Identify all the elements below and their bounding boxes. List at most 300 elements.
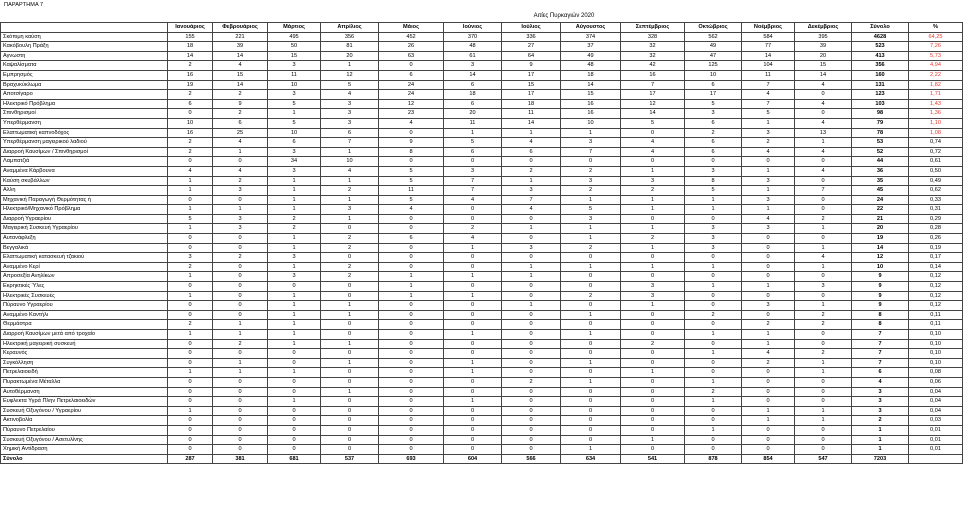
month-cell: 4 [795,99,852,109]
month-cell: 0 [742,234,795,244]
month-cell: 0 [621,425,685,435]
total-cell: 7 [852,330,909,340]
month-cell: 1 [502,262,561,272]
month-cell: 0 [685,320,742,330]
month-cell: 1 [742,118,795,128]
month-cell: 1 [561,377,621,387]
month-cell: 0 [168,301,213,311]
month-cell: 2 [168,262,213,272]
month-cell: 1 [561,224,621,234]
percent-cell: 0,04 [909,406,963,416]
month-cell: 3 [561,214,621,224]
percent-cell: 0,74 [909,138,963,148]
month-cell: 0 [685,291,742,301]
month-cell: 0 [685,157,742,167]
month-cell: 2 [268,224,321,234]
table-row [1,166,963,176]
month-cell: 0 [561,397,621,407]
total-cell: 9 [852,282,909,292]
total-cell: 8 [852,320,909,330]
month-cell: 1 [213,147,268,157]
month-cell: 0 [444,301,502,311]
table-row [1,205,963,215]
month-cell: 26 [379,42,444,52]
month-cell: 1 [685,397,742,407]
month-cell: 24 [379,80,444,90]
month-cell: 2 [621,339,685,349]
month-cell: 0 [621,320,685,330]
month-cell: 2 [321,243,379,253]
month-cell: 2 [213,339,268,349]
month-cell: 0 [795,291,852,301]
percent-cell: 0,01 [909,425,963,435]
percent-cell: 0,19 [909,243,963,253]
month-cell: 6 [444,147,502,157]
total-cell: 12 [852,253,909,263]
column-header: Δεκέμβριος [795,23,852,33]
month-cell: 0 [561,416,621,426]
month-cell: 0 [379,349,444,359]
month-cell: 2 [168,138,213,148]
cause-cell: Ελαττωματική κατασκευή τζακιού [1,253,168,263]
month-cell: 1 [742,166,795,176]
month-cell: 4 [795,166,852,176]
total-cell: 356 [852,61,909,71]
percent-cell: 0,04 [909,397,963,407]
table-row [1,118,963,128]
month-cell: 2 [561,243,621,253]
month-cell: 16 [168,128,213,138]
table-row [1,262,963,272]
month-cell: 0 [561,272,621,282]
month-cell: 3 [742,176,795,186]
month-cell: 0 [444,205,502,215]
month-cell: 14 [168,51,213,61]
month-cell: 1 [621,262,685,272]
table-row [1,32,963,42]
percent-cell: 0,72 [909,147,963,157]
month-cell: 0 [502,234,561,244]
total-cell: 1 [852,435,909,445]
month-cell: 0 [379,262,444,272]
month-cell: 3 [502,243,561,253]
month-cell: 1 [268,195,321,205]
cause-cell: Ακτινοβολία [1,416,168,426]
month-cell: 0 [444,339,502,349]
month-cell: 0 [268,406,321,416]
month-cell: 6 [685,80,742,90]
percent-cell: 0,06 [909,377,963,387]
month-cell: 1 [561,445,621,455]
month-cell: 495 [268,32,321,42]
month-cell: 0 [795,90,852,100]
month-cell: 1 [168,291,213,301]
month-cell: 10 [168,118,213,128]
month-cell: 0 [795,397,852,407]
column-header: % [909,23,963,33]
month-cell: 0 [795,445,852,455]
cause-cell: Συσκευή Οξυγόνου / Ασετυλίνης [1,435,168,445]
month-cell: 2 [795,349,852,359]
month-cell: 3 [742,128,795,138]
month-cell: 1 [502,301,561,311]
column-header: Νοέμβριος [742,23,795,33]
month-cell: 1 [268,291,321,301]
sum-month-cell: 634 [561,454,621,464]
column-header: Σύνολο [852,23,909,33]
month-cell: 1 [685,425,742,435]
percent-cell: 0,17 [909,253,963,263]
month-cell: 0 [795,195,852,205]
table-row [1,358,963,368]
month-cell: 1 [561,195,621,205]
month-cell: 4 [795,147,852,157]
month-cell: 1 [213,368,268,378]
month-cell: 20 [321,51,379,61]
month-cell: 0 [321,406,379,416]
month-cell: 0 [742,310,795,320]
month-cell: 1 [321,195,379,205]
month-cell: 0 [685,339,742,349]
month-cell: 155 [168,32,213,42]
month-cell: 1 [795,368,852,378]
month-cell: 0 [561,253,621,263]
month-cell: 0 [444,349,502,359]
cause-cell: Εκρηκτικές Ύλες [1,282,168,292]
month-cell: 3 [444,61,502,71]
month-cell: 0 [321,445,379,455]
month-cell: 77 [742,42,795,52]
month-cell: 5 [685,186,742,196]
month-cell: 18 [168,42,213,52]
month-cell: 1 [561,128,621,138]
month-cell: 3 [742,224,795,234]
month-cell: 0 [213,243,268,253]
total-cell: 22 [852,205,909,215]
percent-cell: 0,01 [909,445,963,455]
month-cell: 0 [444,377,502,387]
month-cell: 0 [379,368,444,378]
table-row [1,330,963,340]
month-cell: 1 [268,301,321,311]
percent-cell: 0,33 [909,195,963,205]
month-cell: 0 [502,157,561,167]
month-cell: 1 [268,339,321,349]
month-cell: 0 [168,416,213,426]
month-cell: 0 [621,406,685,416]
month-cell: 0 [379,435,444,445]
month-cell: 1 [268,368,321,378]
month-cell: 5 [742,109,795,119]
cause-cell: Κακόβουλη Πράξη [1,42,168,52]
table-row [1,397,963,407]
month-cell: 0 [561,435,621,445]
percent-cell: 0,10 [909,330,963,340]
month-cell: 0 [213,157,268,167]
month-cell: 0 [502,214,561,224]
month-cell: 4 [795,118,852,128]
table-row [1,349,963,359]
cause-cell: Ηλεκτρικές Συσκευές [1,291,168,301]
month-cell: 0 [685,214,742,224]
month-cell: 2 [561,186,621,196]
cause-cell: Χημική Αντίδραση [1,445,168,455]
month-cell: 3 [268,90,321,100]
month-cell: 1 [444,243,502,253]
month-cell: 0 [502,387,561,397]
cause-cell: Κεραυνός [1,349,168,359]
total-cell: 14 [852,243,909,253]
month-cell: 0 [321,330,379,340]
cause-cell: Συσκευή Οξυγόνου / Υγραερίου [1,406,168,416]
cause-cell: Καύση σκυβάλλων [1,176,168,186]
month-cell: 0 [168,358,213,368]
month-cell: 6 [685,138,742,148]
month-cell: 0 [502,425,561,435]
month-cell: 1 [321,339,379,349]
month-cell: 0 [168,377,213,387]
month-cell: 0 [213,387,268,397]
month-cell: 0 [444,253,502,263]
month-cell: 17 [502,70,561,80]
month-cell: 4 [795,253,852,263]
month-cell: 0 [621,349,685,359]
percent-cell: 0,12 [909,282,963,292]
month-cell: 0 [213,406,268,416]
cause-cell: Πετρελαιοειδή [1,368,168,378]
percent-cell: 0,31 [909,205,963,215]
month-cell: 0 [444,262,502,272]
total-cell: 10 [852,262,909,272]
month-cell: 1 [795,243,852,253]
month-cell: 0 [213,301,268,311]
table-row [1,157,963,167]
month-cell: 1 [379,282,444,292]
month-cell: 10 [685,70,742,80]
month-cell: 5 [621,118,685,128]
month-cell: 14 [444,70,502,80]
month-cell: 0 [502,368,561,378]
table-row [1,377,963,387]
month-cell: 1 [742,330,795,340]
month-cell: 6 [379,70,444,80]
month-cell: 1 [321,387,379,397]
month-cell: 12 [379,99,444,109]
percent-cell: 0,26 [909,234,963,244]
percent-cell: 0,29 [909,214,963,224]
cause-cell: Υπερθέρμανση μαγειρικού λαδιού [1,138,168,148]
month-cell: 0 [742,445,795,455]
month-cell: 104 [742,61,795,71]
table-row [1,435,963,445]
month-cell: 0 [321,224,379,234]
cause-cell: Αυτανάφλεξη [1,234,168,244]
month-cell: 4 [213,61,268,71]
month-cell: 1 [444,128,502,138]
month-cell: 11 [379,186,444,196]
month-cell: 6 [685,147,742,157]
month-cell: 16 [621,70,685,80]
month-cell: 5 [561,205,621,215]
month-cell: 15 [795,61,852,71]
month-cell: 1 [685,205,742,215]
month-cell: 2 [502,377,561,387]
month-cell: 1 [268,109,321,119]
total-cell: 45 [852,186,909,196]
sum-month-cell: 693 [379,454,444,464]
month-cell: 1 [685,349,742,359]
table-row [1,282,963,292]
month-cell: 1 [621,195,685,205]
month-cell: 0 [685,253,742,263]
month-cell: 0 [621,387,685,397]
percent-cell: 0,11 [909,310,963,320]
total-cell: 24 [852,195,909,205]
month-cell: 1 [795,224,852,234]
month-cell: 1 [685,195,742,205]
month-cell: 1 [268,234,321,244]
total-cell: 6 [852,368,909,378]
table-row [1,99,963,109]
month-cell: 0 [379,377,444,387]
month-cell: 1 [268,262,321,272]
month-cell: 3 [321,99,379,109]
month-cell: 4 [444,234,502,244]
cause-cell: Απροσεξία Ανηλίκων [1,272,168,282]
month-cell: 1 [268,243,321,253]
total-cell: 4628 [852,32,909,42]
sum-month-cell: 854 [742,454,795,464]
cause-cell: Ηλεκτρική μαγειρική συσκευή [1,339,168,349]
month-cell: 7 [621,80,685,90]
month-cell: 0 [685,416,742,426]
month-cell: 47 [685,51,742,61]
sum-month-cell: 287 [168,454,213,464]
fire-causes-table [0,22,963,464]
total-cell: 1 [852,425,909,435]
month-cell: 3 [621,176,685,186]
month-cell: 4 [742,214,795,224]
month-cell: 11 [268,70,321,80]
percent-cell: 0,61 [909,157,963,167]
month-cell: 0 [168,282,213,292]
month-cell: 0 [321,253,379,263]
month-cell: 4 [742,147,795,157]
month-cell: 0 [502,358,561,368]
month-cell: 2 [168,147,213,157]
table-row [1,234,963,244]
month-cell: 5 [444,138,502,148]
month-cell: 0 [321,368,379,378]
total-cell: 3 [852,397,909,407]
month-cell: 0 [379,301,444,311]
total-cell: 78 [852,128,909,138]
month-cell: 3 [685,234,742,244]
month-cell: 12 [321,70,379,80]
month-cell: 18 [502,99,561,109]
percent-cell: 7,26 [909,42,963,52]
month-cell: 2 [561,166,621,176]
table-row [1,138,963,148]
cause-cell: Θερμάστρα [1,320,168,330]
month-cell: 1 [268,310,321,320]
percent-cell: 0,28 [909,224,963,234]
percent-cell: 0,50 [909,166,963,176]
month-cell: 14 [213,51,268,61]
month-cell: 1 [168,368,213,378]
month-cell: 1 [168,176,213,186]
month-cell: 0 [502,349,561,359]
month-cell: 0 [168,435,213,445]
month-cell: 0 [379,243,444,253]
month-cell: 8 [379,147,444,157]
month-cell: 2 [742,138,795,148]
table-body [1,32,963,464]
total-cell: 79 [852,118,909,128]
month-cell: 14 [621,109,685,119]
month-cell: 0 [268,349,321,359]
month-cell: 452 [379,32,444,42]
month-cell: 20 [795,51,852,61]
month-cell: 0 [742,272,795,282]
column-header: Απρίλιος [321,23,379,33]
percent-cell: 0,12 [909,272,963,282]
month-cell: 7 [742,99,795,109]
month-cell: 0 [561,301,621,311]
month-cell: 10 [321,157,379,167]
table-row [1,243,963,253]
table-row [1,387,963,397]
total-cell: 131 [852,80,909,90]
table-row [1,42,963,52]
month-cell: 0 [502,282,561,292]
month-cell: 2 [685,310,742,320]
total-cell: 98 [852,109,909,119]
month-cell: 0 [444,445,502,455]
month-cell: 1 [168,272,213,282]
month-cell: 3 [502,186,561,196]
month-cell: 4 [168,166,213,176]
month-cell: 0 [795,272,852,282]
month-cell: 1 [502,128,561,138]
cause-cell: Αναμμένο Καντήλι [1,310,168,320]
month-cell: 3 [321,109,379,119]
month-cell: 0 [268,282,321,292]
month-cell: 27 [502,42,561,52]
month-cell: 4 [213,166,268,176]
month-cell: 0 [795,234,852,244]
percent-cell: 0,04 [909,387,963,397]
month-cell: 1 [742,282,795,292]
cause-cell: Αυτοθέρμανση [1,387,168,397]
month-cell: 1 [561,330,621,340]
month-cell: 42 [621,61,685,71]
cause-cell: Πύραυνο Πετρελαίου [1,425,168,435]
total-cell: 20 [852,224,909,234]
month-cell: 11 [742,70,795,80]
cause-cell: Ευφλεκτα Υγρά Πλην Πετρελαιοειδών [1,397,168,407]
month-cell: 0 [321,435,379,445]
month-cell: 9 [379,138,444,148]
month-cell: 0 [213,416,268,426]
month-cell: 2 [321,234,379,244]
month-cell: 3 [685,224,742,234]
month-cell: 1 [321,358,379,368]
month-cell: 0 [379,224,444,234]
month-cell: 34 [268,157,321,167]
month-cell: 0 [168,349,213,359]
cause-cell: Σκόπιμη καύση [1,32,168,42]
